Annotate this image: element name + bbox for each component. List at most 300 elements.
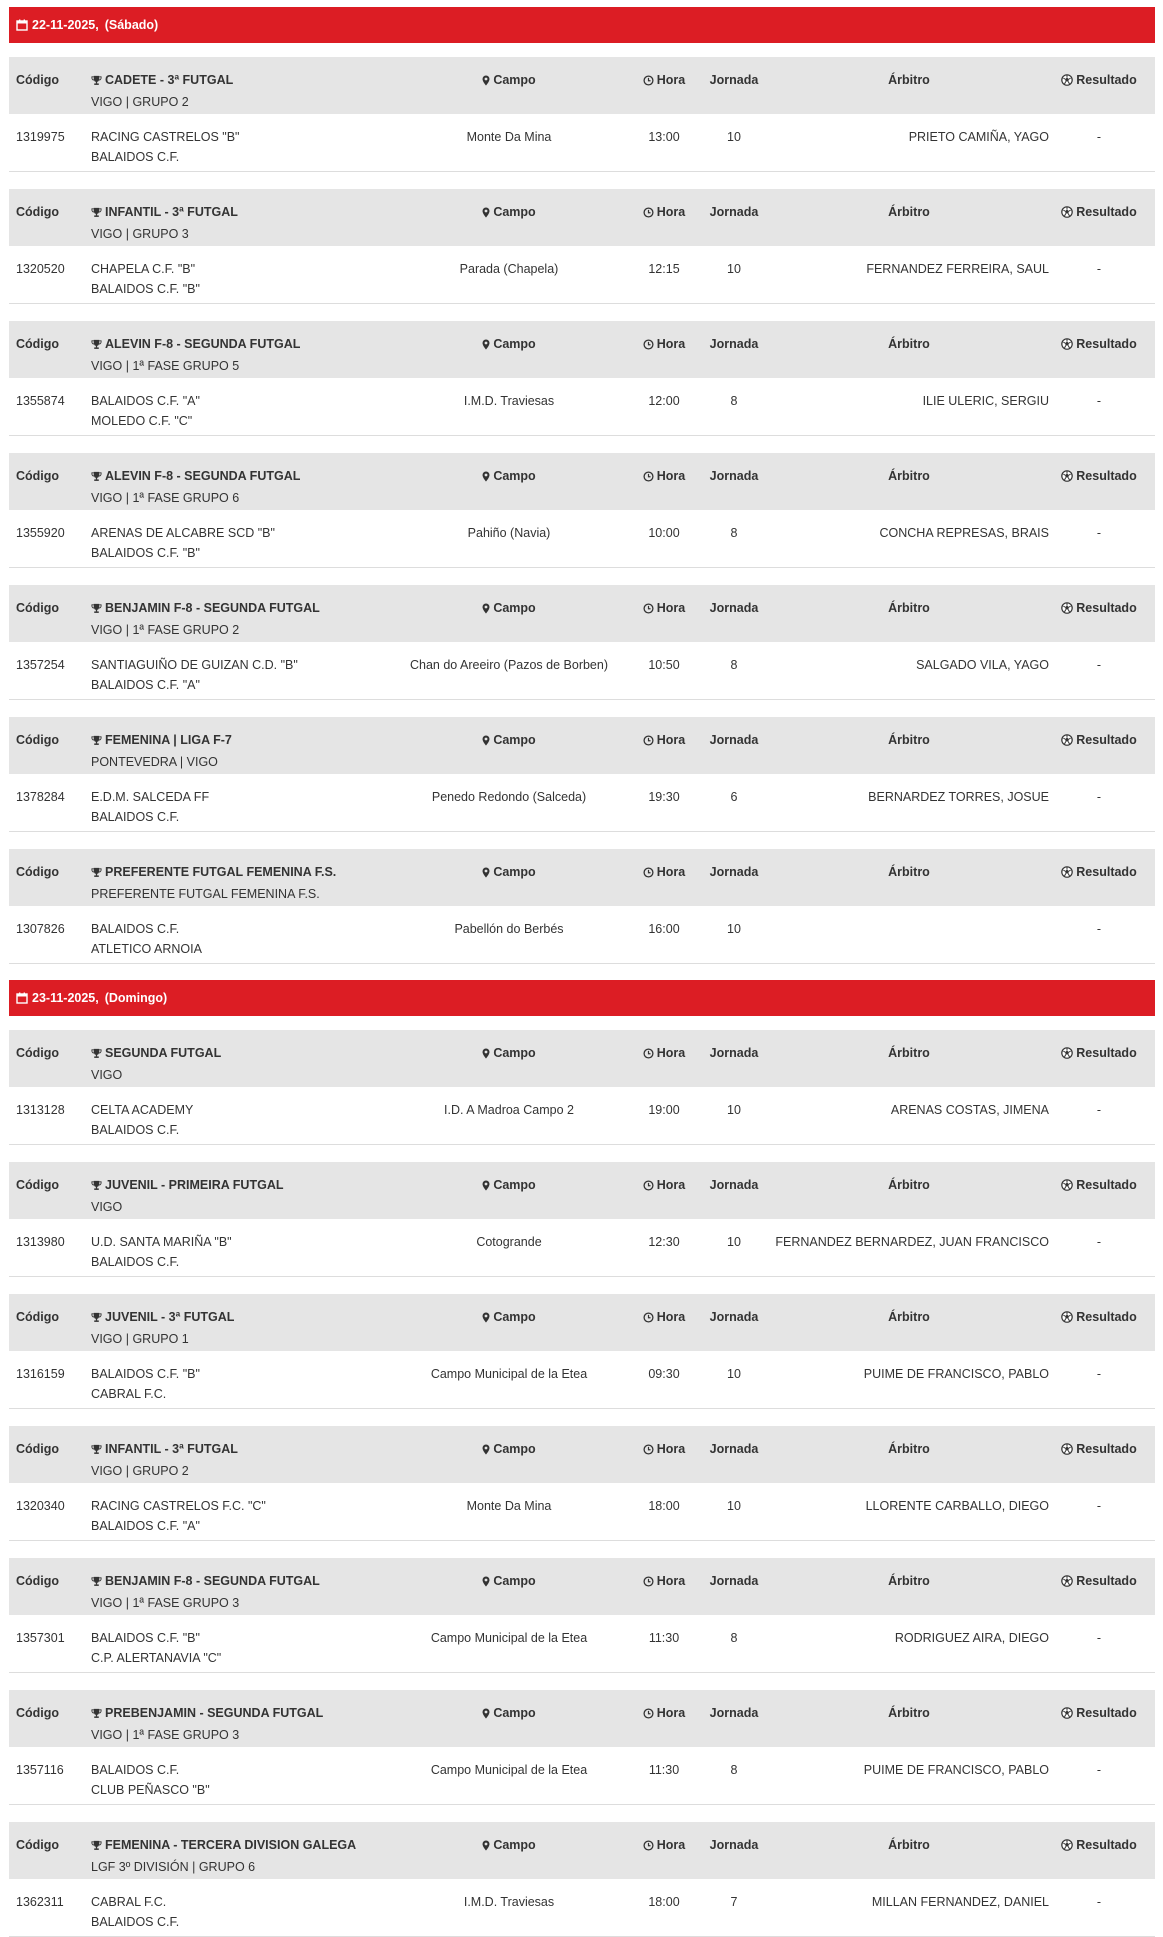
clock-icon [643, 1573, 654, 1593]
competition-group: PREFERENTE FUTGAL FEMENINA F.S. [91, 887, 320, 901]
header-code-label: Código [16, 1046, 60, 1060]
soccer-ball-icon [1061, 1309, 1073, 1329]
header-hour-label: Hora [656, 1574, 686, 1588]
away-team: C.P. ALERTANAVIA "C" [91, 1651, 222, 1665]
header-code-label: Código [16, 865, 60, 879]
trophy-icon [91, 336, 102, 356]
header-hour-label: Hora [656, 337, 686, 351]
competition-group: VIGO | 1ª FASE GRUPO 6 [91, 491, 240, 505]
match-row[interactable] [9, 1615, 1155, 1673]
header-field-label: Campo [493, 1046, 536, 1060]
match-round: 8 [730, 526, 738, 540]
header-result-label: Resultado [1076, 469, 1137, 483]
away-team: BALAIDOS C.F. "A" [91, 678, 200, 692]
match-header-row [9, 1426, 1155, 1483]
header-referee-label: Árbitro [888, 733, 930, 747]
map-marker-icon [482, 600, 490, 620]
away-team: BALAIDOS C.F. [91, 1915, 180, 1929]
competition-group: VIGO | GRUPO 2 [91, 1464, 189, 1478]
competition-group: VIGO [91, 1068, 123, 1082]
header-referee-label: Árbitro [888, 1310, 930, 1324]
match-field: I.M.D. Traviesas [463, 394, 555, 408]
match-round: 8 [730, 1631, 738, 1645]
match-hour: 12:15 [648, 262, 680, 276]
match-hour: 12:30 [648, 1235, 680, 1249]
match-result: - [1096, 394, 1102, 408]
match-round: 8 [730, 394, 738, 408]
header-round-label: Jornada [709, 601, 759, 615]
match-result: - [1096, 1499, 1102, 1513]
match-result: - [1096, 262, 1102, 276]
competition-cell [91, 466, 300, 508]
soccer-ball-icon [1061, 864, 1073, 884]
match-code: 1320340 [16, 1499, 65, 1513]
header-round-label: Jornada [709, 1178, 759, 1192]
header-field-label: Campo [493, 1178, 536, 1192]
trophy-icon [91, 600, 102, 620]
header-hour-label: Hora [656, 1310, 686, 1324]
competition-cell [91, 1043, 221, 1085]
map-marker-icon [482, 1177, 490, 1197]
clock-icon [643, 864, 654, 884]
header-round-label: Jornada [709, 1838, 759, 1852]
soccer-ball-icon [1061, 72, 1073, 92]
header-hour-label: Hora [656, 1838, 686, 1852]
header-referee-label: Árbitro [888, 601, 930, 615]
match-referee: PUIME DE FRANCISCO, PABLO [863, 1367, 1049, 1381]
header-code-label: Código [16, 1574, 60, 1588]
match-block [9, 189, 1155, 304]
match-referee: FERNANDEZ BERNARDEZ, JUAN FRANCISCO [775, 1235, 1049, 1249]
away-team: CABRAL F.C. [91, 1387, 167, 1401]
day-header [9, 980, 1155, 1016]
calendar-icon [16, 992, 28, 1004]
match-header-row [9, 321, 1155, 378]
match-code: 1320520 [16, 262, 65, 276]
match-referee: LLORENTE CARBALLO, DIEGO [865, 1499, 1049, 1513]
day-header [9, 7, 1155, 43]
match-code: 1313980 [16, 1235, 65, 1249]
competition-group: VIGO | GRUPO 1 [91, 1332, 189, 1346]
header-code-label: Código [16, 337, 60, 351]
match-header-row [9, 1558, 1155, 1615]
trophy-icon [91, 468, 102, 488]
map-marker-icon [482, 468, 490, 488]
competition-cell [91, 334, 300, 376]
competition-cell [91, 862, 336, 904]
match-block [9, 849, 1155, 964]
clock-icon [643, 732, 654, 752]
header-round-label: Jornada [709, 733, 759, 747]
header-round-label: Jornada [709, 73, 759, 87]
match-hour: 16:00 [648, 922, 680, 936]
match-referee: ARENAS COSTAS, JIMENA [890, 1103, 1049, 1117]
header-field-label: Campo [493, 865, 536, 879]
home-team: RACING CASTRELOS "B" [91, 130, 240, 144]
home-team: BALAIDOS C.F. "B" [91, 1631, 200, 1645]
match-field: Monte Da Mina [466, 1499, 552, 1513]
home-team: BALAIDOS C.F. "B" [91, 1367, 200, 1381]
header-referee-label: Árbitro [888, 1442, 930, 1456]
header-hour-label: Hora [656, 1046, 686, 1060]
home-team: CHAPELA C.F. "B" [91, 262, 196, 276]
match-code: 1357116 [16, 1763, 64, 1777]
away-team: BALAIDOS C.F. "B" [91, 546, 200, 560]
match-block [9, 1030, 1155, 1145]
match-row[interactable] [9, 774, 1155, 832]
competition-cell [91, 1835, 356, 1877]
header-hour-label: Hora [656, 205, 686, 219]
home-team: U.D. SANTA MARIÑA "B" [91, 1235, 232, 1249]
home-team: E.D.M. SALCEDA FF [91, 790, 210, 804]
home-team: SANTIAGUIÑO DE GUIZAN C.D. "B" [91, 658, 298, 672]
header-referee-label: Árbitro [888, 1574, 930, 1588]
match-referee: MILLAN FERNANDEZ, DANIEL [871, 1895, 1049, 1909]
soccer-ball-icon [1061, 732, 1073, 752]
header-hour-label: Hora [656, 469, 686, 483]
match-hour: 19:30 [648, 790, 680, 804]
match-round: 7 [730, 1895, 738, 1909]
competition-group: LGF 3º DIVISIÓN | GRUPO 6 [91, 1860, 256, 1874]
match-code: 1378284 [16, 790, 65, 804]
competition-cell [91, 1703, 323, 1745]
match-hour: 19:00 [648, 1103, 680, 1117]
match-block [9, 585, 1155, 700]
competition-name: FEMENINA | LIGA F-7 [105, 733, 232, 747]
header-hour-label: Hora [656, 1178, 686, 1192]
header-result-label: Resultado [1076, 1838, 1137, 1852]
match-code: 1355874 [16, 394, 65, 408]
header-hour-label: Hora [656, 733, 686, 747]
header-result-label: Resultado [1076, 601, 1137, 615]
match-row[interactable] [9, 510, 1155, 568]
match-row[interactable] [9, 642, 1155, 700]
match-field: Pabellón do Berbés [454, 922, 564, 936]
match-round: 8 [730, 1763, 738, 1777]
soccer-ball-icon [1061, 1441, 1073, 1461]
header-field-label: Campo [493, 205, 536, 219]
clock-icon [643, 1177, 654, 1197]
match-header-row [9, 453, 1155, 510]
header-result-label: Resultado [1076, 1442, 1137, 1456]
header-code-label: Código [16, 1178, 60, 1192]
match-code: 1362311 [16, 1895, 64, 1909]
header-code-label: Código [16, 1442, 60, 1456]
clock-icon [643, 600, 654, 620]
header-hour-label: Hora [656, 1442, 686, 1456]
match-result: - [1096, 658, 1102, 672]
map-marker-icon [482, 336, 490, 356]
match-round: 10 [727, 1367, 741, 1381]
header-round-label: Jornada [709, 1442, 759, 1456]
header-code-label: Código [16, 733, 60, 747]
header-field-label: Campo [493, 469, 536, 483]
clock-icon [643, 1045, 654, 1065]
match-round: 10 [727, 1235, 741, 1249]
header-code-label: Código [16, 1838, 60, 1852]
competition-name: JUVENIL - 3ª FUTGAL [105, 1310, 235, 1324]
match-round: 10 [727, 1499, 741, 1513]
match-block [9, 1690, 1155, 1805]
soccer-ball-icon [1061, 1045, 1073, 1065]
header-result-label: Resultado [1076, 1574, 1137, 1588]
header-field-label: Campo [493, 1706, 536, 1720]
competition-name: ALEVIN F-8 - SEGUNDA FUTGAL [105, 337, 301, 351]
trophy-icon [91, 864, 102, 884]
match-field: Cotogrande [476, 1235, 542, 1249]
header-code-label: Código [16, 1310, 60, 1324]
clock-icon [643, 1309, 654, 1329]
match-code: 1319975 [16, 130, 65, 144]
match-result: - [1096, 1103, 1102, 1117]
header-field-label: Campo [493, 1310, 536, 1324]
map-marker-icon [482, 1705, 490, 1725]
match-round: 10 [727, 922, 741, 936]
clock-icon [643, 204, 654, 224]
soccer-ball-icon [1061, 1177, 1073, 1197]
competition-group: VIGO | GRUPO 2 [91, 95, 189, 109]
match-header-row [9, 585, 1155, 642]
match-row[interactable] [9, 1087, 1155, 1145]
match-result: - [1096, 790, 1102, 804]
match-row[interactable] [9, 1747, 1155, 1805]
competition-name: JUVENIL - PRIMEIRA FUTGAL [105, 1178, 284, 1192]
clock-icon [643, 72, 654, 92]
day-spacer [9, 964, 1155, 980]
header-round-label: Jornada [709, 1574, 759, 1588]
trophy-icon [91, 1045, 102, 1065]
match-round: 10 [727, 1103, 741, 1117]
header-code-label: Código [16, 73, 60, 87]
match-result: - [1096, 922, 1102, 936]
competition-group: VIGO | 1ª FASE GRUPO 3 [91, 1596, 240, 1610]
match-header-row [9, 1294, 1155, 1351]
header-referee-label: Árbitro [888, 469, 930, 483]
header-referee-label: Árbitro [888, 205, 930, 219]
match-result: - [1096, 526, 1102, 540]
competition-cell [91, 1439, 238, 1481]
match-hour: 11:30 [648, 1763, 680, 1777]
match-result: - [1096, 1895, 1102, 1909]
map-marker-icon [482, 72, 490, 92]
match-block [9, 1294, 1155, 1409]
map-marker-icon [482, 732, 490, 752]
header-referee-label: Árbitro [888, 337, 930, 351]
header-code-label: Código [16, 601, 60, 615]
header-round-label: Jornada [709, 865, 759, 879]
competition-name: FEMENINA - TERCERA DIVISION GALEGA [105, 1838, 357, 1852]
away-team: BALAIDOS C.F. [91, 1255, 180, 1269]
match-row[interactable] [9, 378, 1155, 436]
match-result: - [1096, 1367, 1102, 1381]
match-hour: 10:50 [648, 658, 680, 672]
day-weekday: (Domingo) [104, 991, 168, 1005]
clock-icon [643, 468, 654, 488]
header-hour-label: Hora [656, 865, 686, 879]
competition-group: VIGO [91, 1200, 123, 1214]
soccer-ball-icon [1061, 1705, 1073, 1725]
match-row[interactable] [9, 114, 1155, 172]
competition-name: INFANTIL - 3ª FUTGAL [105, 205, 238, 219]
match-row[interactable] [9, 246, 1155, 304]
match-code: 1313128 [16, 1103, 65, 1117]
trophy-icon [91, 1309, 102, 1329]
match-hour: 18:00 [648, 1499, 680, 1513]
home-team: BALAIDOS C.F. [91, 922, 180, 936]
competition-cell [91, 1571, 320, 1613]
competition-group: VIGO | GRUPO 3 [91, 227, 189, 241]
header-code-label: Código [16, 1706, 60, 1720]
match-field: Chan do Areeiro (Pazos de Borben) [409, 658, 609, 672]
match-field: Parada (Chapela) [459, 262, 559, 276]
competition-group: VIGO | 1ª FASE GRUPO 3 [91, 1728, 240, 1742]
header-result-label: Resultado [1076, 865, 1137, 879]
match-result: - [1096, 1235, 1102, 1249]
competition-group: VIGO | 1ª FASE GRUPO 2 [91, 623, 240, 637]
match-header-row [9, 57, 1155, 114]
header-result-label: Resultado [1076, 1706, 1137, 1720]
away-team: BALAIDOS C.F. [91, 150, 180, 164]
trophy-icon [91, 204, 102, 224]
trophy-icon [91, 1837, 102, 1857]
match-field: I.M.D. Traviesas [463, 1895, 555, 1909]
map-marker-icon [482, 864, 490, 884]
match-header-row [9, 849, 1155, 906]
trophy-icon [91, 1573, 102, 1593]
match-block [9, 1162, 1155, 1277]
match-row[interactable] [9, 1879, 1155, 1937]
header-result-label: Resultado [1076, 1178, 1137, 1192]
match-field: Campo Municipal de la Etea [430, 1631, 588, 1645]
match-referee: CONCHA REPRESAS, BRAIS [879, 526, 1049, 540]
header-referee-label: Árbitro [888, 1838, 930, 1852]
header-result-label: Resultado [1076, 73, 1137, 87]
match-referee: PRIETO CAMIÑA, YAGO [908, 130, 1049, 144]
home-team: CABRAL F.C. [91, 1895, 167, 1909]
header-result-label: Resultado [1076, 1046, 1137, 1060]
away-team: MOLEDO C.F. "C" [91, 414, 193, 428]
match-hour: 09:30 [648, 1367, 680, 1381]
match-header-row [9, 1690, 1155, 1747]
match-code: 1316159 [16, 1367, 65, 1381]
map-marker-icon [482, 1309, 490, 1329]
trophy-icon [91, 1705, 102, 1725]
competition-name: INFANTIL - 3ª FUTGAL [105, 1442, 238, 1456]
trophy-icon [91, 1441, 102, 1461]
match-result: - [1096, 1631, 1102, 1645]
match-result: - [1096, 1763, 1102, 1777]
map-marker-icon [482, 1837, 490, 1857]
header-result-label: Resultado [1076, 733, 1137, 747]
header-round-label: Jornada [709, 1046, 759, 1060]
header-field-label: Campo [493, 73, 536, 87]
match-block [9, 1558, 1155, 1673]
soccer-ball-icon [1061, 1837, 1073, 1857]
map-marker-icon [482, 1045, 490, 1065]
home-team: CELTA ACADEMY [91, 1103, 194, 1117]
header-round-label: Jornada [709, 337, 759, 351]
match-block [9, 453, 1155, 568]
header-field-label: Campo [493, 733, 536, 747]
match-field: Campo Municipal de la Etea [430, 1763, 588, 1777]
match-code: 1307826 [16, 922, 65, 936]
match-referee: SALGADO VILA, YAGO [916, 658, 1049, 672]
clock-icon [643, 1705, 654, 1725]
away-team: BALAIDOS C.F. "B" [91, 282, 200, 296]
soccer-ball-icon [1061, 204, 1073, 224]
map-marker-icon [482, 204, 490, 224]
competition-cell [91, 202, 238, 244]
header-hour-label: Hora [656, 601, 686, 615]
map-marker-icon [482, 1441, 490, 1461]
match-field: Penedo Redondo (Salceda) [431, 790, 587, 804]
competition-name: ALEVIN F-8 - SEGUNDA FUTGAL [105, 469, 301, 483]
header-referee-label: Árbitro [888, 1706, 930, 1720]
soccer-ball-icon [1061, 468, 1073, 488]
header-code-label: Código [16, 205, 60, 219]
header-round-label: Jornada [709, 1310, 759, 1324]
header-referee-label: Árbitro [888, 865, 930, 879]
away-team: BALAIDOS C.F. "A" [91, 1519, 200, 1533]
soccer-ball-icon [1061, 600, 1073, 620]
header-round-label: Jornada [709, 469, 759, 483]
match-field: Pahiño (Navia) [467, 526, 551, 540]
home-team: ARENAS DE ALCABRE SCD "B" [91, 526, 275, 540]
day-date: 22-11-2025, [32, 18, 99, 32]
trophy-icon [91, 732, 102, 752]
match-schedule [9, 7, 1155, 1937]
match-referee: RODRIGUEZ AIRA, DIEGO [894, 1631, 1049, 1645]
match-block [9, 57, 1155, 172]
competition-cell [91, 730, 232, 772]
match-header-row [9, 1822, 1155, 1879]
match-referee: FERNANDEZ FERREIRA, SAUL [866, 262, 1049, 276]
competition-group: PONTEVEDRA | VIGO [91, 755, 218, 769]
competition-name: CADETE - 3ª FUTGAL [105, 73, 234, 87]
header-round-label: Jornada [709, 205, 759, 219]
header-field-label: Campo [493, 1574, 536, 1588]
match-code: 1355920 [16, 526, 65, 540]
away-team: BALAIDOS C.F. [91, 1123, 180, 1137]
away-team: ATLETICO ARNOIA [91, 942, 202, 956]
match-row[interactable] [9, 1219, 1155, 1277]
header-hour-label: Hora [656, 1706, 686, 1720]
match-round: 6 [730, 790, 738, 804]
header-field-label: Campo [493, 1442, 536, 1456]
header-result-label: Resultado [1076, 337, 1137, 351]
header-referee-label: Árbitro [888, 1178, 930, 1192]
competition-name: PREBENJAMIN - SEGUNDA FUTGAL [105, 1706, 324, 1720]
clock-icon [643, 1837, 654, 1857]
match-row[interactable] [9, 1483, 1155, 1541]
match-code: 1357301 [16, 1631, 65, 1645]
day-weekday: (Sábado) [104, 18, 159, 32]
trophy-icon [91, 72, 102, 92]
match-field: Campo Municipal de la Etea [430, 1367, 588, 1381]
clock-icon [643, 1441, 654, 1461]
header-hour-label: Hora [656, 73, 686, 87]
header-field-label: Campo [493, 1838, 536, 1852]
header-result-label: Resultado [1076, 1310, 1137, 1324]
match-block [9, 1426, 1155, 1541]
match-code: 1357254 [16, 658, 65, 672]
match-row[interactable] [9, 906, 1155, 964]
match-row[interactable] [9, 1351, 1155, 1409]
home-team: RACING CASTRELOS F.C. "C" [91, 1499, 266, 1513]
match-header-row [9, 717, 1155, 774]
soccer-ball-icon [1061, 336, 1073, 356]
clock-icon [643, 336, 654, 356]
